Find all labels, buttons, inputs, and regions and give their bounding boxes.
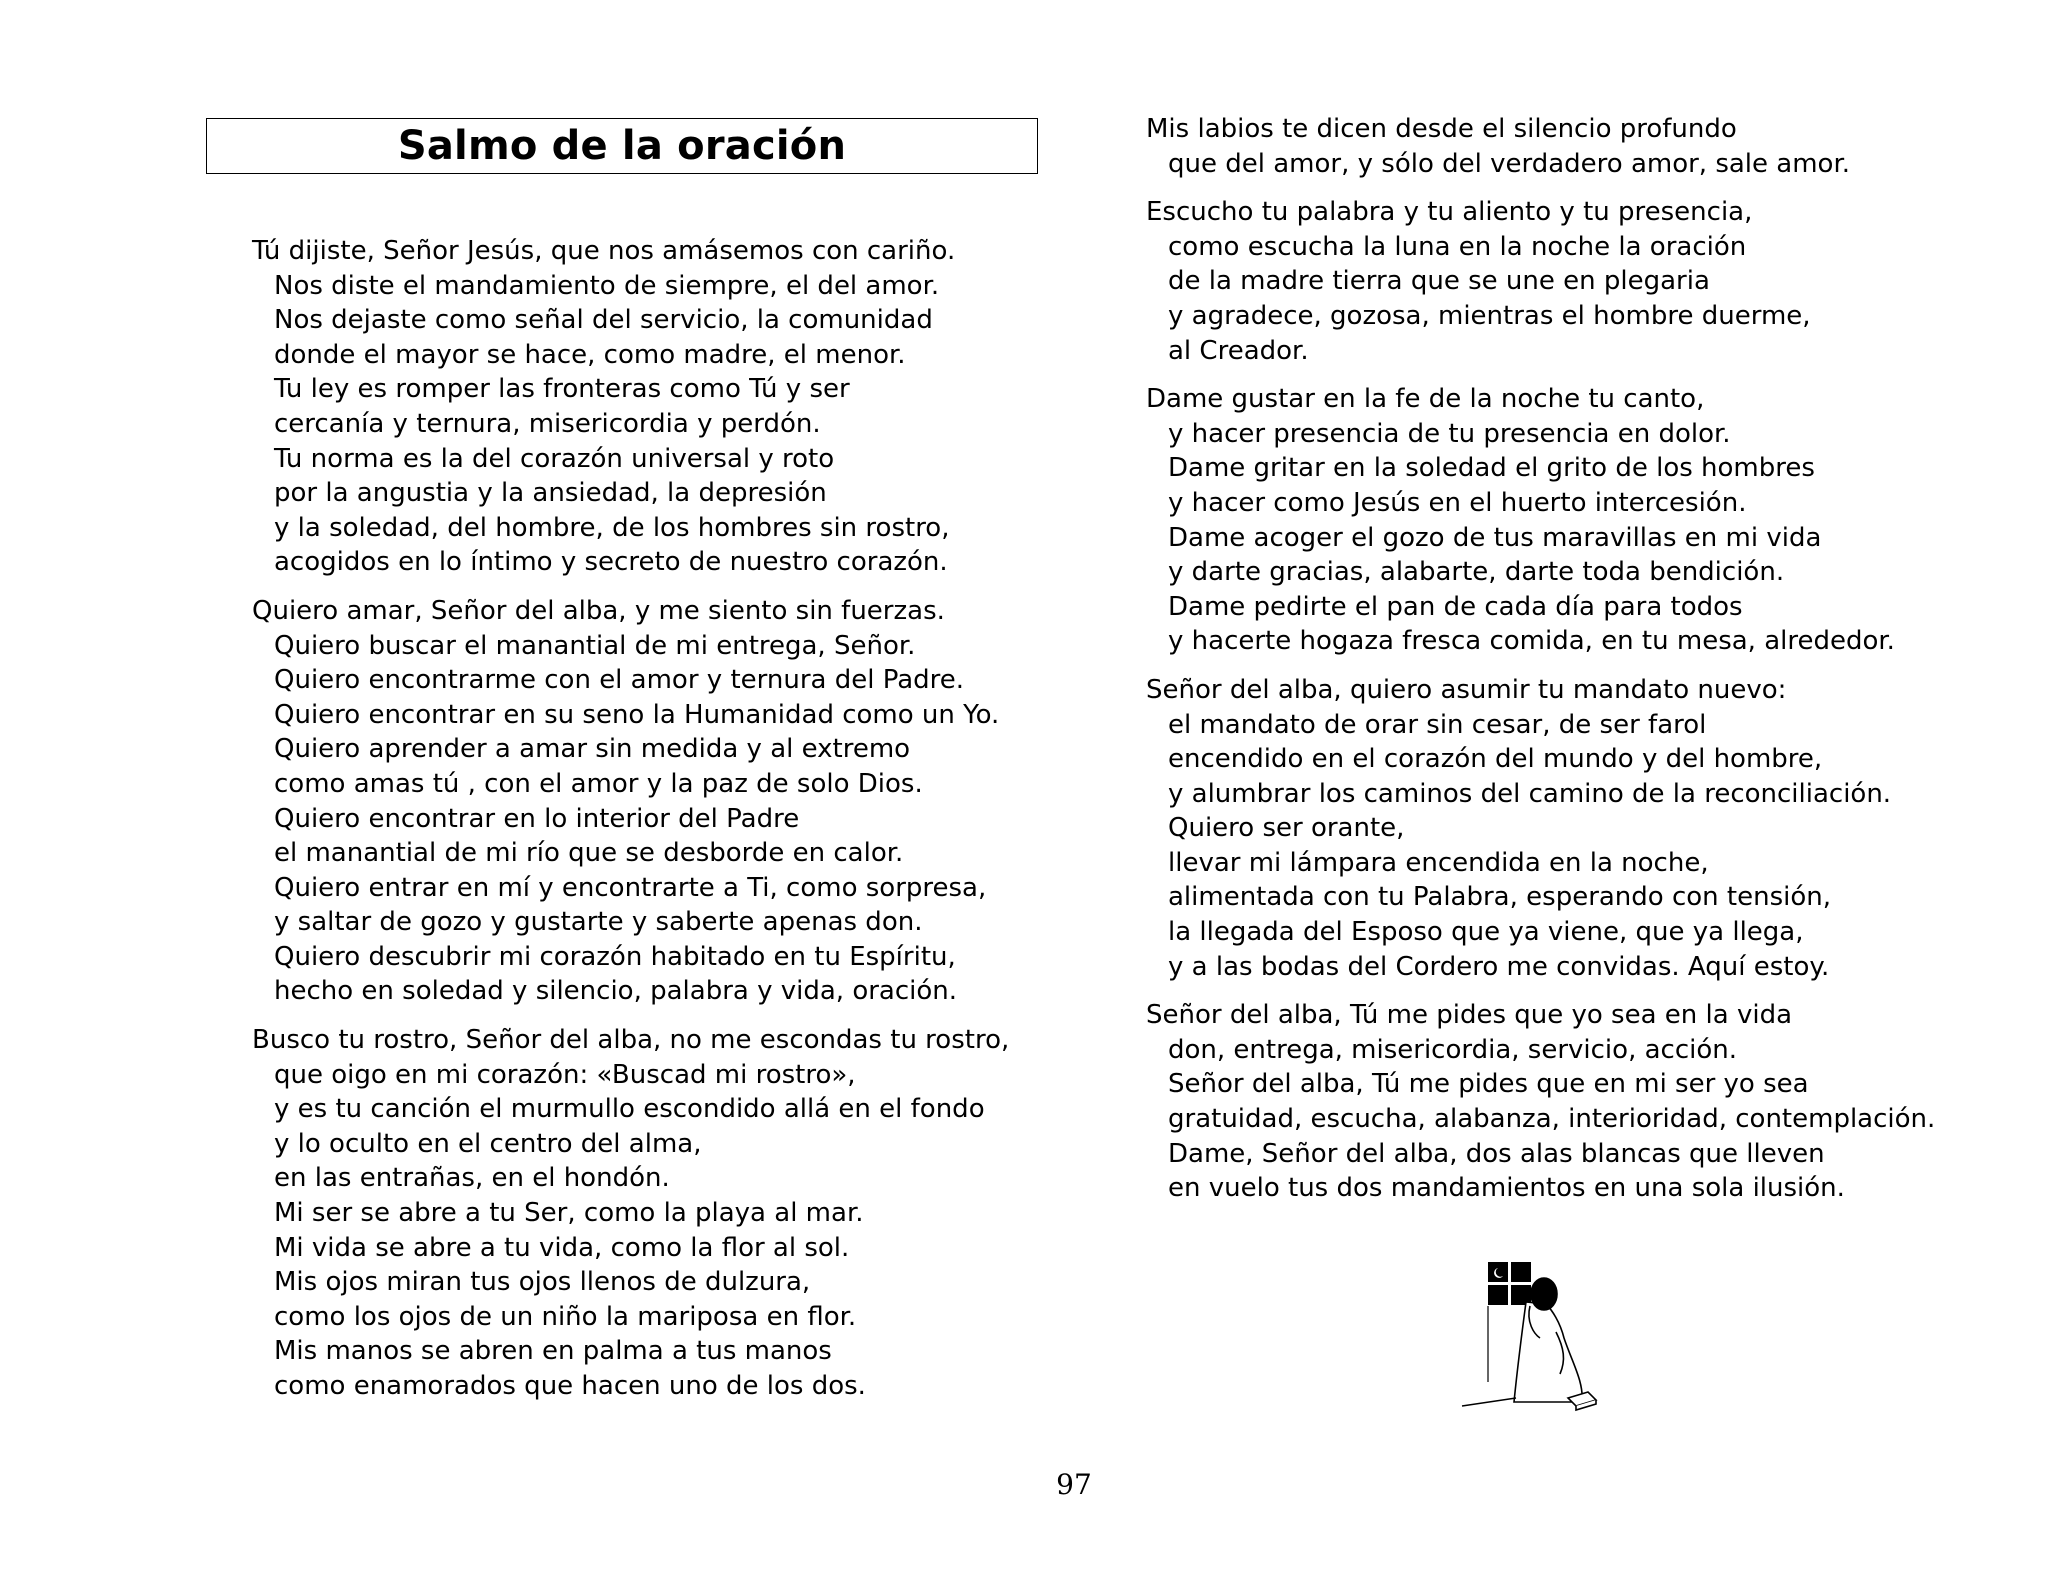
verse-line: don, entrega, misericordia, servicio, acción. <box>1168 1034 1737 1065</box>
verse-line: hecho en soledad y silencio, palabra y vida, oración. <box>274 976 958 1007</box>
verse-line: y alumbrar los caminos del camino de la reconciliación. <box>1168 778 1892 809</box>
verse-line: y darte gracias, alabarte, darte toda bendición. <box>1168 557 1785 588</box>
verse-line: el manantial de mi río que se desborde en calor. <box>274 838 904 869</box>
verse-line: Señor del alba, quiero asumir tu mandato nuevo: <box>1146 674 1787 705</box>
verse-line: Dame pedirte el pan de cada día para todos <box>1168 591 1743 622</box>
verse-line: y lo oculto en el centro del alma, <box>274 1128 702 1159</box>
page-number: 97 <box>1056 1468 1092 1501</box>
window-icon <box>1488 1262 1531 1305</box>
verse-line: gratuidad, escucha, alabanza, interioridad, contemplación. <box>1168 1104 1936 1135</box>
verse-line: y hacer como Jesús en el huerto intercesión. <box>1168 487 1747 518</box>
verse-line: encendido en el corazón del mundo y del hombre, <box>1168 744 1823 775</box>
verse-line: por la angustia y la ansiedad, la depresión <box>274 478 827 509</box>
verse-line: y saltar de gozo y gustarte y saberte apenas don. <box>274 907 923 938</box>
verse-line: alimentada con tu Palabra, esperando con tensión, <box>1168 882 1831 913</box>
verse-line: Quiero encontrar en su seno la Humanidad como un Yo. <box>274 699 1000 730</box>
verse-line: Quiero amar, Señor del alba, y me siento sin fuerzas. <box>252 595 945 626</box>
verse-line: y es tu canción el murmullo escondido allá en el fondo <box>274 1094 985 1125</box>
right-column <box>1146 112 1935 1220</box>
verse-line: como los ojos de un niño la mariposa en flor. <box>274 1301 857 1332</box>
verse-line: Mi ser se abre a tu Ser, como la playa al mar. <box>274 1198 864 1229</box>
verse-line: Mis manos se abren en palma a tus manos <box>274 1336 832 1367</box>
verse-line: Tú dijiste, Señor Jesús, que nos amásemos con cariño. <box>252 236 956 266</box>
stanza <box>1146 112 1935 181</box>
verse-line: en las entrañas, en el hondón. <box>274 1163 670 1194</box>
verse-line: Señor del alba, Tú me pides que yo sea en la vida <box>1146 1000 1793 1031</box>
stanza <box>252 594 1009 1009</box>
verse-line: como escucha la luna en la noche la oración <box>1168 231 1747 262</box>
stanza <box>1146 382 1935 659</box>
verse-line: y agradece, gozosa, mientras el hombre duerme, <box>1168 300 1811 331</box>
verse-line: Nos diste el mandamiento de siempre, el del amor. <box>274 270 940 301</box>
verse-line: Quiero buscar el manantial de mi entrega, Señor. <box>274 630 916 661</box>
verse-line: Quiero aprender a amar sin medida y al extremo <box>274 734 911 765</box>
verse-line: Busco tu rostro, Señor del alba, no me escondas tu rostro, <box>252 1025 1010 1056</box>
verse-line: Dame gustar en la fe de la noche tu canto, <box>1146 384 1705 415</box>
page-title: Salmo de la oración <box>397 123 847 169</box>
title-box <box>206 118 1038 174</box>
verse-line: Dame, Señor del alba, dos alas blancas que lleven <box>1168 1138 1825 1169</box>
verse-line: como amas tú , con el amor y la paz de solo Dios. <box>274 768 923 799</box>
verse-line: Mi vida se abre a tu vida, como la flor al sol. <box>274 1232 850 1263</box>
verse-line: cercanía y ternura, misericordia y perdón. <box>274 408 821 439</box>
stanza <box>252 1023 1009 1404</box>
verse-line: Señor del alba, Tú me pides que en mi ser yo sea <box>1168 1069 1809 1100</box>
verse-line: Dame gritar en la soledad el grito de los hombres <box>1168 453 1815 484</box>
stanza <box>1146 998 1935 1206</box>
left-column <box>252 234 1009 1418</box>
verse-line: Quiero descubrir mi corazón habitado en tu Espíritu, <box>274 941 956 972</box>
stanza <box>252 234 1009 580</box>
verse-line: Quiero entrar en mí y encontrarte a Ti, como sorpresa, <box>274 872 987 903</box>
verse-line: de la madre tierra que se une en plegaria <box>1168 266 1710 297</box>
verse-line: la llegada del Esposo que ya viene, que ya llega, <box>1168 917 1804 948</box>
verse-line: y a las bodas del Cordero me convidas. Aquí estoy. <box>1168 951 1830 982</box>
verse-line: Dame acoger el gozo de tus maravillas en mi vida <box>1168 522 1822 553</box>
verse-line: en vuelo tus dos mandamientos en una sola ilusión. <box>1168 1173 1845 1204</box>
verse-line: Tu norma es la del corazón universal y roto <box>274 443 835 474</box>
stanza <box>1146 673 1935 984</box>
verse-line: y la soledad, del hombre, de los hombres sin rostro, <box>274 512 950 543</box>
verse-line: que oigo en mi corazón: «Buscad mi rostro», <box>274 1059 856 1090</box>
verse-line: como enamorados que hacen uno de los dos. <box>274 1371 866 1401</box>
verse-line: llevar mi lámpara encendida en la noche, <box>1168 847 1709 878</box>
verse-line: y hacerte hogaza fresca comida, en tu mesa, alrededor. <box>1168 626 1895 657</box>
stanza <box>1146 195 1935 368</box>
verse-line: Escucho tu palabra y tu aliento y tu presencia, <box>1146 197 1753 228</box>
verse-line: Tu ley es romper las fronteras como Tú y ser <box>274 374 850 405</box>
verse-line: Quiero encontrarme con el amor y ternura del Padre. <box>274 665 965 696</box>
verse-line: Mis ojos miran tus ojos llenos de dulzura, <box>274 1267 811 1298</box>
verse-line: que del amor, y sólo del verdadero amor, sale amor. <box>1168 148 1851 179</box>
verse-line: Nos dejaste como señal del servicio, la comunidad <box>274 305 933 336</box>
verse-line: al Creador. <box>1168 335 1309 366</box>
verse-line: Mis labios te dicen desde el silencio profundo <box>1146 114 1737 144</box>
praying-figure-illustration <box>1460 1262 1640 1430</box>
verse-line: Quiero encontrar en lo interior del Padre <box>274 803 800 834</box>
verse-line: acogidos en lo íntimo y secreto de nuestro corazón. <box>274 547 948 578</box>
verse-line: el mandato de orar sin cesar, de ser farol <box>1168 709 1707 740</box>
verse-line: y hacer presencia de tu presencia en dolor. <box>1168 418 1731 449</box>
verse-line: donde el mayor se hace, como madre, el menor. <box>274 339 906 370</box>
verse-line: Quiero ser orante, <box>1168 813 1405 844</box>
